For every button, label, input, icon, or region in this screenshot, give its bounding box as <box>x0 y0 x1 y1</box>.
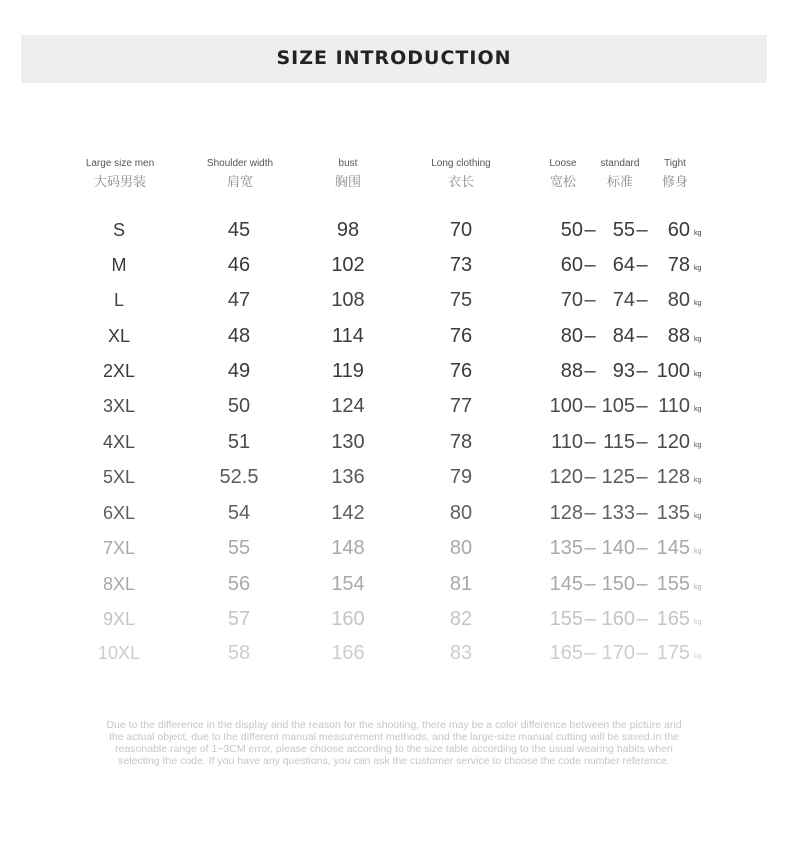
weight-unit: kg <box>694 406 702 413</box>
weight-loose: 80 <box>560 325 583 347</box>
weight-loose: 50 <box>560 219 583 241</box>
dash-separator: – <box>636 537 648 559</box>
weight-range <box>543 498 713 528</box>
bust-cell: 108 <box>331 289 365 311</box>
size-cell: M <box>111 255 127 275</box>
header-standard-en: standard <box>600 158 640 169</box>
dash-separator: – <box>584 608 596 630</box>
header-bust-en: bust <box>338 158 358 169</box>
size-cell: L <box>113 290 124 310</box>
dash-separator: – <box>584 289 596 311</box>
table-row <box>0 391 788 421</box>
table-row <box>0 427 788 457</box>
dash-separator: – <box>636 573 648 595</box>
dash-separator: – <box>636 642 648 664</box>
weight-tight: 155 <box>656 573 690 595</box>
length-cell: 81 <box>449 573 473 595</box>
length-cell: 79 <box>449 466 473 488</box>
weight-tight: 175 <box>656 642 690 664</box>
weight-range <box>543 533 713 563</box>
shoulder-cell: 57 <box>227 608 251 630</box>
size-cell: 3XL <box>102 396 136 416</box>
weight-loose: 135 <box>549 537 583 559</box>
header-loose <box>538 157 588 192</box>
dash-separator: – <box>584 219 596 241</box>
bust-cell: 154 <box>331 573 365 595</box>
header-tight-cn: 修身 <box>661 174 688 189</box>
weight-range <box>543 356 713 386</box>
header-size <box>70 157 170 192</box>
dash-separator: – <box>584 466 596 488</box>
bust-cell: 136 <box>331 466 365 488</box>
weight-loose: 100 <box>549 395 583 417</box>
weight-standard: 140 <box>601 537 635 559</box>
weight-standard: 133 <box>601 502 635 524</box>
dash-separator: – <box>584 502 596 524</box>
header-shoulder-cn: 肩宽 <box>226 174 253 189</box>
weight-loose: 145 <box>549 573 583 595</box>
weight-unit: kg <box>694 300 702 307</box>
length-cell: 78 <box>449 431 473 453</box>
length-cell: 75 <box>449 289 473 311</box>
weight-range <box>543 250 713 280</box>
weight-tight: 128 <box>656 466 690 488</box>
size-cell: 9XL <box>102 609 136 629</box>
header-size-cn: 大码男装 <box>93 174 146 189</box>
weight-standard: 55 <box>612 219 635 241</box>
dash-separator: – <box>636 608 648 630</box>
weight-standard: 64 <box>612 254 635 276</box>
weight-loose: 88 <box>560 360 583 382</box>
dash-separator: – <box>584 537 596 559</box>
bust-cell: 166 <box>331 642 365 664</box>
weight-loose: 60 <box>560 254 583 276</box>
shoulder-cell: 58 <box>227 642 251 664</box>
weight-range <box>543 321 713 351</box>
weight-tight: 88 <box>667 325 690 347</box>
dash-separator: – <box>636 254 648 276</box>
header-bust-cn: 胸围 <box>334 174 361 189</box>
size-cell: S <box>112 220 125 240</box>
header-tight <box>652 157 698 192</box>
dash-separator: – <box>584 360 596 382</box>
shoulder-cell: 47 <box>227 289 251 311</box>
size-cell: 7XL <box>102 538 136 558</box>
dash-separator: – <box>584 431 596 453</box>
shoulder-cell: 50 <box>227 395 251 417</box>
length-cell: 80 <box>449 537 473 559</box>
length-cell: 76 <box>449 325 473 347</box>
length-cell: 77 <box>449 395 473 417</box>
dash-separator: – <box>584 573 596 595</box>
weight-standard: 93 <box>612 360 635 382</box>
table-row <box>0 569 788 599</box>
dash-separator: – <box>584 395 596 417</box>
weight-tight: 145 <box>656 537 690 559</box>
weight-loose: 155 <box>549 608 583 630</box>
table-row <box>0 498 788 528</box>
dash-separator: – <box>584 325 596 347</box>
weight-standard: 115 <box>603 431 635 453</box>
shoulder-cell: 49 <box>227 360 251 382</box>
weight-unit: kg <box>694 477 702 484</box>
dash-separator: – <box>636 289 648 311</box>
footnote: Due to the difference in the display and the reason for the shooting, there may be a color difference between the picture and the actual object, due to the different manual measurement methods, and the large-size manual cutting will be saved.In the reasonable range of 1~3CM error, please choose according to the size table according to the usual wearing habits when selecting the code. If you have any questions, you can ask the customer service to choose the code number reference. <box>106 719 682 767</box>
length-cell: 70 <box>449 219 473 241</box>
header-bust <box>308 157 388 192</box>
table-row <box>0 215 788 245</box>
dash-separator: – <box>584 642 596 664</box>
table-row <box>0 250 788 280</box>
weight-range <box>543 638 713 668</box>
size-cell: 2XL <box>102 361 136 381</box>
length-cell: 73 <box>449 254 473 276</box>
table-row <box>0 285 788 315</box>
weight-tight: 78 <box>667 254 690 276</box>
weight-range <box>543 391 713 421</box>
weight-range <box>543 215 713 245</box>
weight-unit: kg <box>694 584 702 591</box>
shoulder-cell: 52.5 <box>219 466 259 488</box>
bust-cell: 119 <box>332 360 364 382</box>
header-shoulder-en: Shoulder width <box>206 158 274 169</box>
weight-loose: 110 <box>551 431 583 453</box>
weight-standard: 84 <box>612 325 635 347</box>
header-loose-en: Loose <box>549 158 577 169</box>
size-cell: 4XL <box>102 432 136 452</box>
length-cell: 82 <box>449 608 473 630</box>
length-cell: 76 <box>449 360 473 382</box>
bust-cell: 142 <box>331 502 365 524</box>
weight-range <box>543 569 713 599</box>
weight-unit: kg <box>694 653 702 660</box>
dash-separator: – <box>636 502 648 524</box>
weight-range <box>543 462 713 492</box>
weight-standard: 105 <box>601 395 635 417</box>
weight-loose: 165 <box>549 642 583 664</box>
weight-loose: 128 <box>549 502 583 524</box>
weight-standard: 74 <box>612 289 635 311</box>
shoulder-cell: 56 <box>227 573 251 595</box>
weight-tight: 120 <box>656 431 690 453</box>
weight-range <box>543 427 713 457</box>
shoulder-cell: 45 <box>227 219 251 241</box>
dash-separator: – <box>636 219 648 241</box>
table-row <box>0 638 788 668</box>
dash-separator: – <box>636 325 648 347</box>
weight-standard: 150 <box>601 573 635 595</box>
weight-unit: kg <box>694 230 702 237</box>
dash-separator: – <box>584 254 596 276</box>
dash-separator: – <box>636 395 648 417</box>
dash-separator: – <box>636 360 648 382</box>
bust-cell: 130 <box>331 431 365 453</box>
header-standard <box>590 157 650 192</box>
weight-standard: 125 <box>601 466 635 488</box>
size-cell: 8XL <box>102 574 136 594</box>
table-row <box>0 462 788 492</box>
weight-tight: 60 <box>667 219 690 241</box>
weight-loose: 70 <box>560 289 583 311</box>
size-cell: 5XL <box>102 467 136 487</box>
weight-unit: kg <box>694 265 702 272</box>
header-standard-cn: 标准 <box>606 174 633 189</box>
shoulder-cell: 46 <box>227 254 251 276</box>
bust-cell: 98 <box>336 219 360 241</box>
shoulder-cell: 55 <box>227 537 251 559</box>
weight-unit: kg <box>694 371 702 378</box>
shoulder-cell: 54 <box>227 502 251 524</box>
bust-cell: 102 <box>331 254 365 276</box>
shoulder-cell: 51 <box>227 431 251 453</box>
weight-loose: 120 <box>549 466 583 488</box>
weight-tight: 100 <box>656 360 690 382</box>
weight-tight: 110 <box>658 395 690 417</box>
weight-tight: 80 <box>667 289 690 311</box>
header-length-cn: 衣长 <box>447 174 474 189</box>
weight-standard: 160 <box>601 608 635 630</box>
shoulder-cell: 48 <box>227 325 251 347</box>
header-length <box>411 157 511 192</box>
table-row <box>0 356 788 386</box>
weight-unit: kg <box>694 442 702 449</box>
size-cell: 6XL <box>102 503 136 523</box>
weight-unit: kg <box>694 619 702 626</box>
table-row <box>0 533 788 563</box>
size-cell: XL <box>107 326 131 346</box>
page-title: SIZE INTRODUCTION <box>276 47 512 69</box>
header-size-en: Large size men <box>85 158 155 169</box>
weight-tight: 135 <box>656 502 690 524</box>
bust-cell: 124 <box>331 395 365 417</box>
header-tight-en: Tight <box>664 158 686 169</box>
header-length-en: Long clothing <box>431 158 491 169</box>
header-shoulder <box>190 157 290 192</box>
weight-unit: kg <box>694 548 702 555</box>
size-cell: 10XL <box>97 643 141 663</box>
weight-unit: kg <box>694 336 702 343</box>
weight-unit: kg <box>694 513 702 520</box>
bust-cell: 160 <box>331 608 365 630</box>
title-banner <box>21 35 767 83</box>
bust-cell: 148 <box>331 537 365 559</box>
bust-cell: 114 <box>332 325 364 347</box>
weight-range <box>543 604 713 634</box>
length-cell: 80 <box>449 502 473 524</box>
weight-range <box>543 285 713 315</box>
dash-separator: – <box>636 466 648 488</box>
table-row <box>0 604 788 634</box>
weight-standard: 170 <box>601 642 635 664</box>
header-loose-cn: 宽松 <box>549 174 576 189</box>
length-cell: 83 <box>449 642 473 664</box>
dash-separator: – <box>636 431 648 453</box>
table-row <box>0 321 788 351</box>
weight-tight: 165 <box>656 608 690 630</box>
